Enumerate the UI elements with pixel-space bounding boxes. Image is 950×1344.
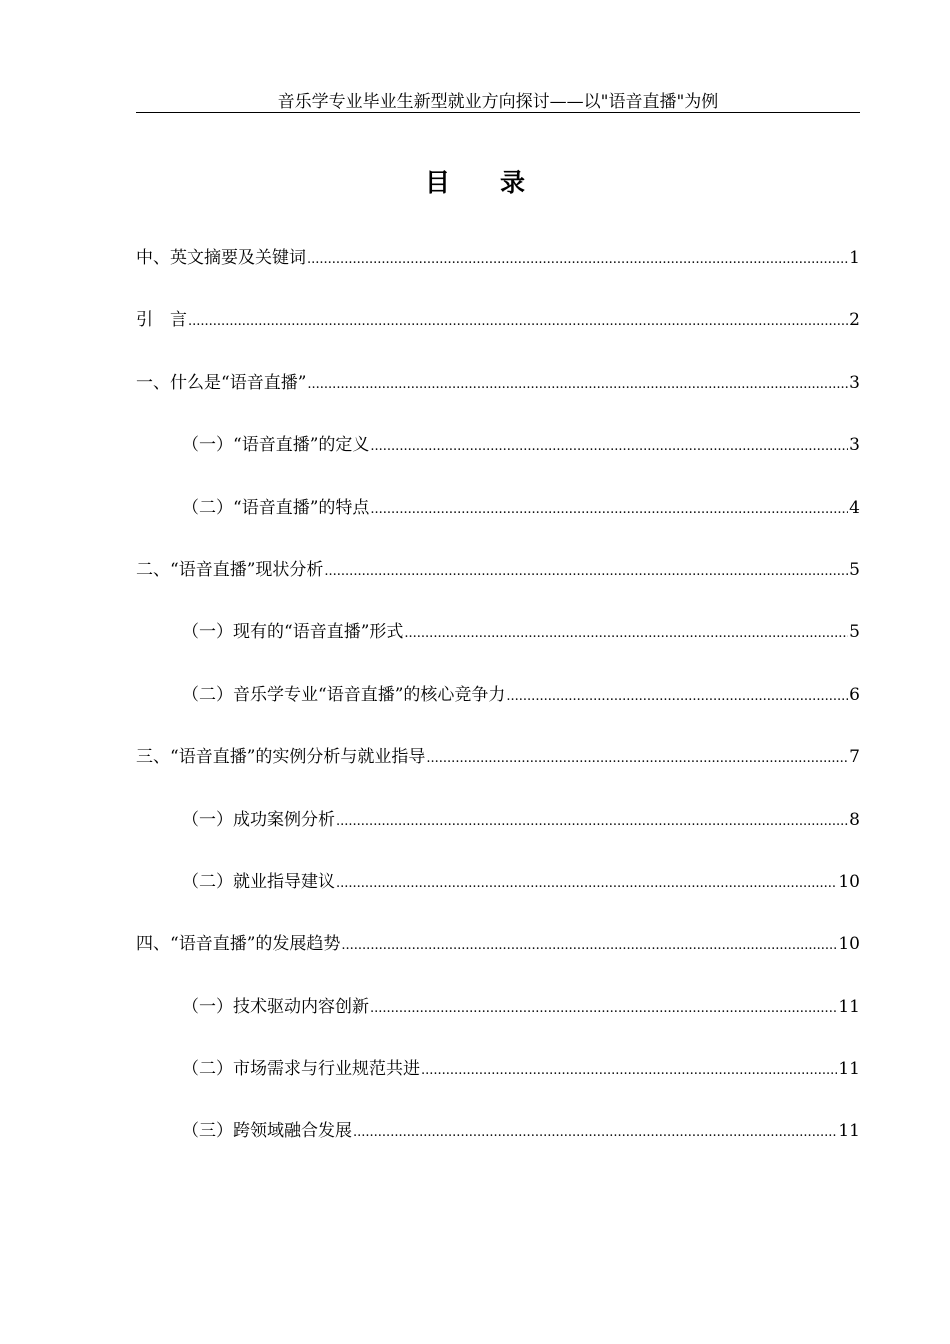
running-header: 音乐学专业毕业生新型就业方向探讨——以"语音直播"为例 — [136, 92, 860, 113]
toc-entry[interactable] — [136, 683, 860, 745]
toc-entry-page: 4 — [849, 497, 860, 518]
toc-entry-label: 中、英文摘要及关键词 — [136, 248, 306, 268]
toc-entry-label: 一、什么是“语音直播” — [136, 372, 307, 393]
toc-entry[interactable] — [136, 246, 860, 308]
toc-entry[interactable] — [136, 932, 860, 994]
toc-entry-label: （二）“语音直播”的特点 — [182, 497, 370, 518]
toc-dot-leader — [404, 620, 848, 646]
toc-entry-label: （一）技术驱动内容创新 — [182, 996, 369, 1017]
toc-dot-leader — [370, 496, 848, 522]
toc-title: 目录 — [424, 168, 575, 197]
toc-entry-label: （二）市场需求与行业规范共进 — [182, 1059, 420, 1080]
toc-dot-leader — [421, 1057, 837, 1083]
toc-dot-leader — [426, 745, 848, 771]
toc-list — [136, 246, 860, 1182]
toc-dot-leader — [370, 995, 837, 1021]
toc-entry[interactable] — [136, 308, 860, 370]
toc-entry-page: 11 — [838, 996, 860, 1017]
toc-entry[interactable] — [136, 995, 860, 1057]
toc-dot-leader — [341, 932, 837, 958]
toc-dot-leader — [307, 371, 848, 397]
toc-entry[interactable] — [136, 1057, 860, 1119]
toc-entry-label: 三、“语音直播”的实例分析与就业指导 — [136, 747, 426, 768]
toc-entry-page: 5 — [849, 559, 860, 580]
toc-entry-label: （一）现有的“语音直播”形式 — [182, 622, 404, 643]
toc-entry-label: （三）跨领域融合发展 — [182, 1121, 352, 1142]
toc-entry-page: 11 — [838, 1121, 860, 1142]
toc-entry[interactable] — [136, 870, 860, 932]
toc-entry-label: 引 言 — [136, 310, 187, 331]
toc-entry-page: 5 — [849, 622, 860, 643]
toc-dot-leader — [324, 558, 848, 584]
toc-entry-page: 1 — [849, 248, 860, 268]
toc-entry-label: 二、“语音直播”现状分析 — [136, 559, 324, 580]
toc-entry[interactable] — [136, 496, 860, 558]
toc-entry[interactable] — [136, 620, 860, 682]
toc-entry-page: 10 — [838, 871, 860, 892]
toc-entry-page: 2 — [849, 310, 860, 331]
toc-entry-page: 6 — [849, 684, 860, 705]
toc-entry[interactable] — [136, 558, 860, 620]
toc-entry[interactable] — [136, 808, 860, 870]
toc-dot-leader — [506, 683, 848, 709]
toc-entry-page: 10 — [838, 934, 860, 955]
toc-entry[interactable] — [136, 371, 860, 433]
toc-entry-page: 7 — [849, 747, 860, 768]
toc-dot-leader — [188, 308, 848, 334]
toc-dot-leader — [307, 246, 848, 272]
toc-entry-label: （二）就业指导建议 — [182, 871, 335, 892]
toc-entry-page: 3 — [849, 372, 860, 393]
toc-entry-page: 3 — [849, 435, 860, 456]
toc-entry[interactable] — [136, 1119, 860, 1181]
toc-entry-label: （二）音乐学专业“语音直播”的核心竞争力 — [182, 684, 506, 705]
toc-entry[interactable] — [136, 433, 860, 495]
toc-dot-leader — [370, 433, 848, 459]
toc-dot-leader — [336, 808, 848, 834]
toc-entry-page: 11 — [838, 1059, 860, 1080]
toc-entry-label: 四、“语音直播”的发展趋势 — [136, 934, 341, 955]
toc-entry-label: （一）“语音直播”的定义 — [182, 435, 370, 456]
toc-dot-leader — [353, 1119, 837, 1145]
toc-entry[interactable] — [136, 745, 860, 807]
toc-entry-page: 8 — [849, 809, 860, 830]
toc-dot-leader — [336, 870, 837, 896]
toc-entry-label: （一）成功案例分析 — [182, 809, 335, 830]
